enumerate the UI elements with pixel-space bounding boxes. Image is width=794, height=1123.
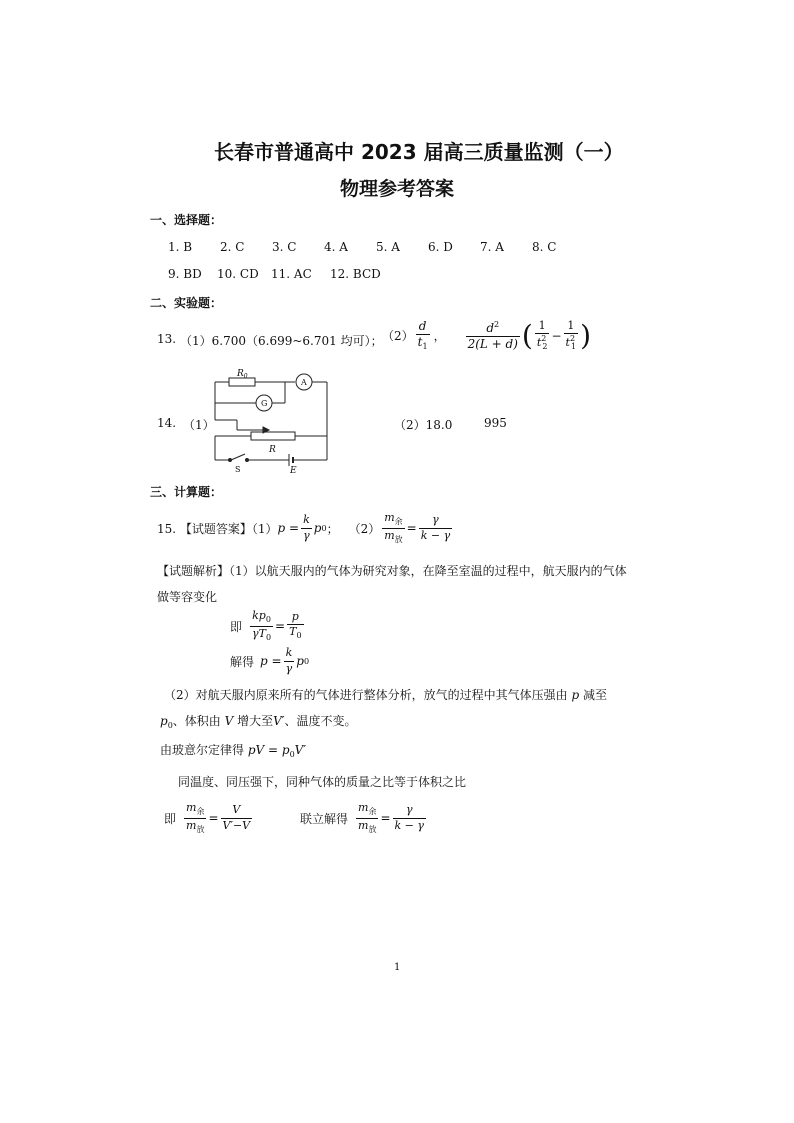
rheostat [251,432,295,440]
answer-item: 2. C [220,240,245,254]
section-heading-experiment: 二、实验题： [150,296,223,310]
q13-inner-fraction-b: $\frac{1}{t^2_1}$ [565,319,577,352]
r0-label: $R_0$ [237,369,248,380]
q13-inner-fraction-a: $\frac{1}{t^2_2}$ [536,319,548,352]
resistor-r0 [229,378,255,386]
switch-label: S [235,465,241,474]
q13-part2: （2） $\frac{d}{t_1}$ ， $\frac{d^2}{2(L + d)}$ ( $\frac{1}{t^2_2}$ − $\frac{1}{t^2_1}$ ) [382,318,592,352]
page-title: 长春市普通高中 2023 届高三质量监测（一） [214,140,624,164]
ammeter-label: A [301,378,307,387]
q13-fraction-2: $\frac{d^2}{2(L + d)}$ [467,319,518,351]
answer-item: 4. A [324,240,348,254]
q13-fraction-1: $\frac{d}{t_1}$ [417,319,428,352]
q13-part1: （1）6.700（6.699~6.701 均可）； [180,334,383,348]
answer-item: 11. AC [271,267,312,281]
q14-number: 14. [157,416,177,430]
part2-line-2: $p_0$、体积由 V 增大至V′、温度不变。 [160,714,357,730]
boyle-law-line: 由玻意尔定律得 pV = $p_0V'$ [160,743,307,759]
equation-isochoric: 即 $\frac{kp_0}{\gamma T_0}$ = $\frac{p}{T_0}$ [230,608,302,642]
page-subtitle: 物理参考答案 [340,178,455,200]
rheostat-label: R [269,445,276,455]
section-heading-choice: 一、选择题： [150,213,223,227]
q14-value2: 995 [484,416,507,430]
q14-part2: （2）18.0 [394,418,453,432]
answer-item: 12. BCD [330,267,381,281]
galvanometer-label: G [261,399,268,408]
answer-item: 8. C [532,240,557,254]
ratio-statement: 同温度、同压强下，同种气体的质量之比等于体积之比 [178,775,467,789]
page-number: 1 [394,962,401,973]
battery-label: E [290,466,297,474]
answer-item: 3. C [272,240,297,254]
answer-item: 10. CD [217,267,259,281]
answer-row-2 [168,267,381,281]
equation-solution-1: 解得 p = $\frac{k}{\gamma}$ p 0 [230,646,310,675]
analysis-line-2: 做等容变化 [157,590,218,604]
answer-item: 7. A [480,240,504,254]
answer-item: 1. B [168,240,193,254]
q13-number: 13. [157,332,177,346]
analysis-line-1: 【试题解析】（1）以航天服内的气体为研究对象，在降至室温的过程中，航天服内的气体 [157,564,627,578]
equation-volume-ratio: 即 $\frac{m_余}{m_放}$ = $\frac{V}{V'-V}$ [164,800,251,834]
equation-final: 联立解得 $\frac{m_余}{m_放}$ = $\frac{\gamma}{k - \gamma}$ [300,800,424,834]
answer-item: 5. A [376,240,400,254]
section-heading-calculation: 三、计算题： [150,485,223,499]
circuit-diagram [205,366,335,474]
answer-row-1 [168,240,556,254]
switch [231,454,245,460]
q15-answer: 15. 【试题答案】（1） p = $\frac{k}{\gamma}$ p 0 ； （2） $\frac{m_余}{m_放}$ = $\frac{\gamma}{k - \gamma}$ [157,510,451,544]
q14-part1: （1） [183,418,215,432]
answer-item: 9. BD [168,267,202,281]
answer-item: 6. D [428,240,453,254]
part2-line-1: （2）对航天服内原来所有的气体进行整体分析，放气的过程中其气体压强由 p 减至 [164,688,607,702]
